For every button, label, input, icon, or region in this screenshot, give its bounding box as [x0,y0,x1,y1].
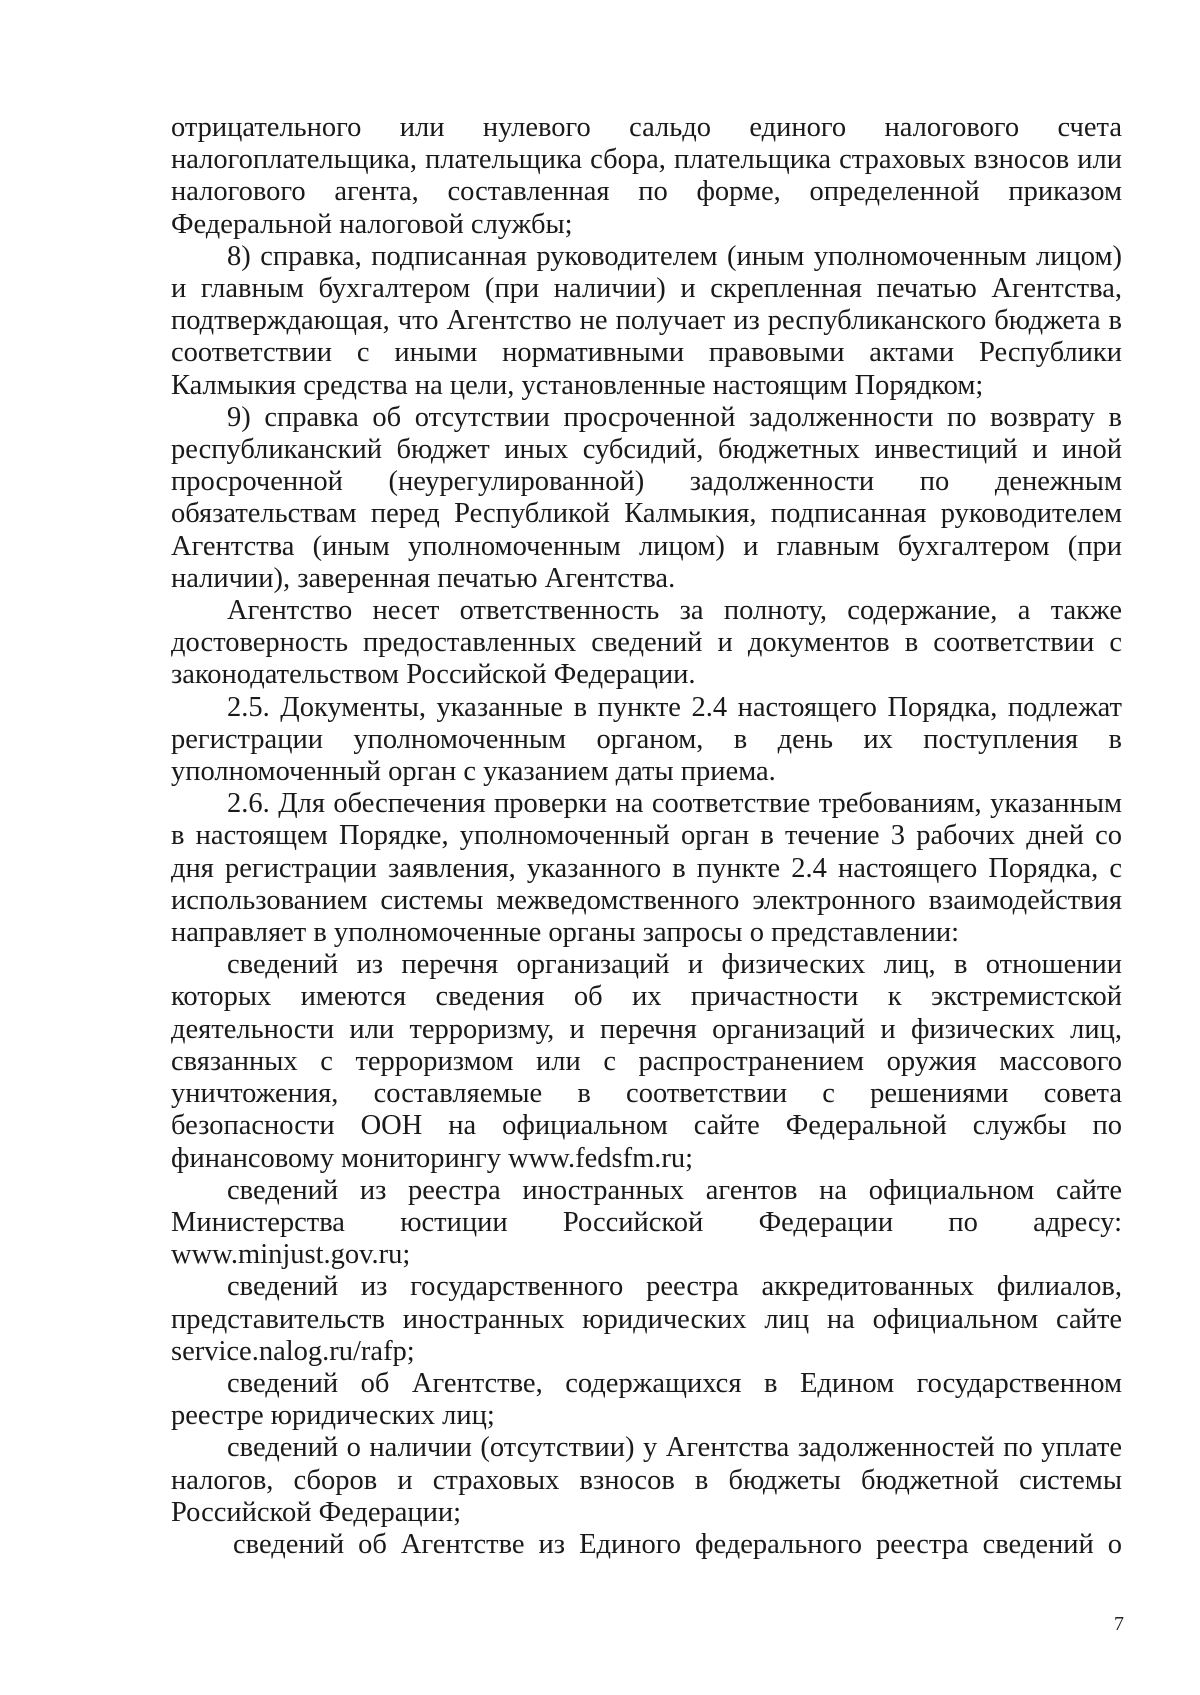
text-line: связанных с терроризмом или с распространением оружия массового [171,1045,1122,1077]
text-line: которых имеются сведения об их причастности к экстремистской [171,981,1122,1013]
document-paragraph [171,788,1122,949]
text-line: обязательствам перед Республикой Калмыкия, подписанная руководителем [171,498,1122,530]
text-line: использованием системы межведомственного электронного взаимодействия [171,884,1122,916]
text-line: налогов, сборов и страховых взносов в бюджеты бюджетной системы [171,1464,1122,1496]
text-line: регистрации уполномоченным органом, в день их поступления в [171,723,1122,755]
text-line: налогоплательщика, плательщика сбора, плательщика страховых взносов или [171,144,1122,176]
text-line-last: www.minjust.gov.ru; [171,1239,411,1271]
text-line-last: уполномоченный орган с указанием даты приема. [171,756,776,788]
document-paragraph [171,692,1122,789]
text-line: Агентства (иным уполномоченным лицом) и главным бухгалтером (при [171,530,1122,562]
document-paragraph [171,241,1122,402]
text-line-last: наличии), заверенная печатью Агентства. [171,562,676,594]
document-body [171,112,1122,1561]
document-paragraph [171,1432,1122,1529]
document-paragraph [171,595,1122,692]
document-paragraph [171,1529,1122,1561]
text-line: достоверность предоставленных сведений и документов в соответствии с [171,627,1122,659]
text-line-last: реестре юридических лиц; [171,1400,495,1432]
document-paragraph [171,949,1122,1174]
text-line: отрицательного или нулевого сальдо единого налогового счета [171,112,1122,143]
text-line: Министерства юстиции Российской Федерации по адресу: [171,1206,1122,1238]
text-line: сведений из государственного реестра аккредитованных филиалов, [227,1271,1122,1303]
document-paragraph [171,1271,1122,1368]
text-line: 8) справка, подписанная руководителем (иным уполномоченным лицом) [227,240,1122,272]
text-line-last: service.nalog.ru/rafp; [171,1335,415,1367]
text-line: и главным бухгалтером (при наличии) и скрепленная печатью Агентства, [171,273,1122,305]
text-line-last: Российской Федерации; [171,1496,462,1528]
text-line-last: финансовому мониторингу www.fedsfm.ru; [171,1142,694,1174]
text-line-last: законодательством Российской Федерации. [171,659,696,691]
text-line: дня регистрации заявления, указанного в пункте 2.4 настоящего Порядка, с [171,852,1122,884]
text-line: уничтожения, составляемые в соответствии с решениями совета [171,1078,1122,1110]
text-line-last: направляет в уполномоченные органы запросы о представлении: [171,917,960,949]
text-line: 2.6. Для обеспечения проверки на соответствие требованиям, указанным [227,788,1122,820]
text-line: представительств иностранных юридических лиц на официальном сайте [171,1303,1122,1335]
text-line: сведений об Агентстве из Единого федерального реестра сведений о [233,1528,1122,1560]
text-line-last: Калмыкия средства на цели, установленные настоящим Порядком; [171,369,984,401]
text-line: налогового агента, составленная по форме, определенной приказом [171,176,1122,208]
text-line: сведений из перечня организаций и физических лиц, в отношении [227,949,1122,981]
document-paragraph [171,402,1122,595]
text-line: подтверждающая, что Агентство не получает из республиканского бюджета в [171,305,1122,337]
page-number: 7 [1114,1613,1124,1635]
text-line: соответствии с иными нормативными правовыми актами Республики [171,337,1122,369]
text-line: просроченной (неурегулированной) задолженности по денежным [171,466,1122,498]
text-line: сведений об Агентстве, содержащихся в Едином государственном [227,1367,1122,1399]
text-line: сведений о наличии (отсутствии) у Агентства задолженностей по уплате [227,1432,1122,1464]
text-line: в настоящем Порядке, уполномоченный орган в течение 3 рабочих дней со [171,820,1122,852]
text-line-last: Федеральной налоговой службы; [171,208,573,240]
document-paragraph [171,112,1122,241]
text-line: республиканский бюджет иных субсидий, бюджетных инвестиций и иной [171,434,1122,466]
document-paragraph [171,1175,1122,1272]
text-line: 9) справка об отсутствии просроченной задолженности по возврату в [227,401,1122,433]
text-line: сведений из реестра иностранных агентов на официальном сайте [227,1174,1122,1206]
document-paragraph [171,1368,1122,1432]
text-line: деятельности или терроризму, и перечня организаций и физических лиц, [171,1013,1122,1045]
text-line: Агентство несет ответственность за полноту, содержание, а также [227,595,1122,627]
text-line: безопасности ООН на официальном сайте Федеральной службы по [171,1110,1122,1142]
text-line: 2.5. Документы, указанные в пункте 2.4 настоящего Порядка, подлежат [227,691,1122,723]
